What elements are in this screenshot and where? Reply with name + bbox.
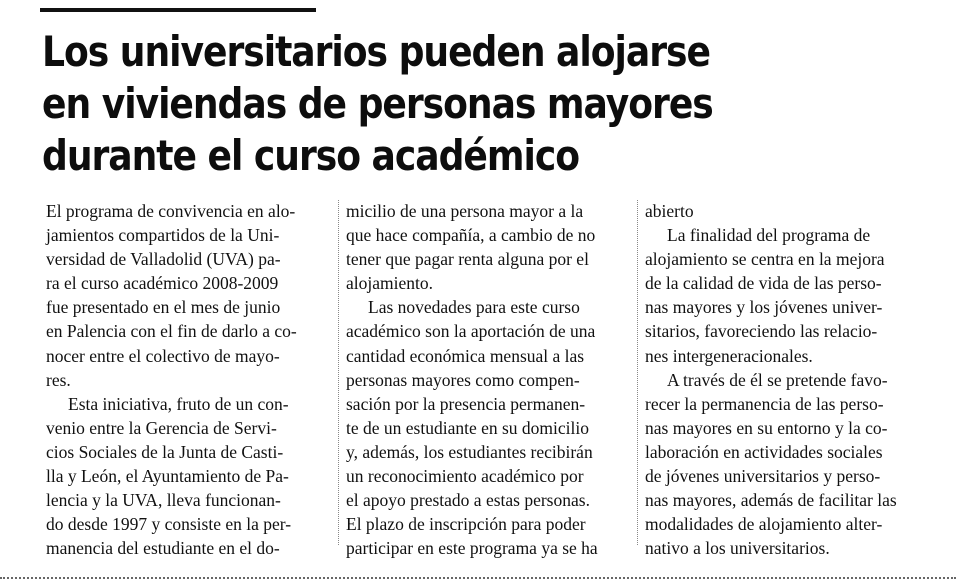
text-line: ra el curso académico 2008-2009 — [46, 273, 279, 294]
text-line: venio entre la Gerencia de Servi- — [46, 417, 277, 438]
text-line: de la calidad de vida de las perso- — [645, 273, 882, 294]
text-line: un reconocimiento académico por — [346, 466, 584, 487]
bottom-rule — [0, 577, 956, 579]
text-line: personas mayores como compen- — [346, 369, 580, 390]
text-line: de jóvenes universitarios y perso- — [645, 466, 881, 487]
text-line: nativo a los universitarios. — [645, 538, 830, 559]
paragraph — [346, 295, 628, 560]
text-line: res. — [46, 369, 71, 390]
text-line: El plazo de inscripción para poder — [346, 514, 586, 535]
text-line: te de un estudiante en su domicilio — [346, 417, 590, 438]
text-line: versidad de Valladolid (UVA) pa- — [46, 249, 281, 270]
headline-line: en viviendas de personas mayores — [42, 79, 713, 128]
text-line: nes intergeneracionales. — [645, 345, 813, 366]
text-line: y, además, los estudiantes recibirán — [346, 441, 593, 462]
text-line: sitarios, favoreciendo las relacio- — [645, 321, 878, 342]
column-divider — [637, 200, 638, 545]
headline-line: Los universitarios pueden alojarse — [42, 27, 710, 76]
text-line: cantidad económica mensual a las — [346, 345, 585, 366]
text-line: modalidades de alojamiento alter- — [645, 514, 883, 535]
text-line: nas mayores y los jóvenes univer- — [645, 297, 883, 318]
paragraph — [346, 199, 628, 295]
text-line: recer la permanencia de las perso- — [645, 393, 884, 414]
text-line: académico son la aportación de una — [346, 321, 596, 342]
article-column-3 — [645, 199, 925, 560]
text-line: fue presentado en el mes de junio — [46, 297, 281, 318]
text-line: nas mayores, además de facilitar las — [645, 490, 897, 511]
text-line: La finalidad del programa de — [667, 225, 871, 246]
text-line: participar en este programa ya se ha — [346, 538, 598, 559]
headline-line: durante el curso académico — [42, 131, 580, 180]
text-line: Esta iniciativa, fruto de un con- — [68, 393, 289, 414]
text-line: nas mayores en su entorno y la co- — [645, 417, 888, 438]
column-divider — [338, 200, 339, 545]
text-line: alojamiento. — [346, 273, 433, 294]
text-line: en Palencia con el fin de darlo a co- — [46, 321, 297, 342]
text-line: tener que pagar renta alguna por el — [346, 249, 589, 270]
article-column-1 — [46, 199, 332, 560]
paragraph — [645, 199, 925, 223]
text-line: cios Sociales de la Junta de Casti- — [46, 441, 284, 462]
text-line: sación por la presencia permanen- — [346, 393, 586, 414]
text-line: micilio de una persona mayor a la — [346, 201, 584, 221]
text-line: Las novedades para este curso — [368, 297, 580, 318]
text-line: alojamiento se centra en la mejora — [645, 249, 885, 270]
text-line: lla y León, el Ayuntamiento de Pa- — [46, 466, 289, 487]
text-line: que hace compañía, a cambio de no — [346, 225, 596, 246]
article-column-2 — [346, 199, 628, 560]
text-line: nocer entre el colectivo de mayo- — [46, 345, 280, 366]
paragraph — [46, 392, 332, 561]
text-line: jamientos compartidos de la Uni- — [46, 225, 280, 246]
paragraph — [645, 368, 925, 561]
paragraph — [645, 223, 925, 368]
paragraph — [46, 199, 332, 392]
text-line: manencia del estudiante en el do- — [46, 538, 280, 559]
text-line: lencia y la UVA, lleva funcionan- — [46, 490, 281, 511]
text-line: laboración en actividades sociales — [645, 441, 883, 462]
text-line: El programa de convivencia en alo- — [46, 201, 296, 221]
top-rule — [40, 8, 316, 12]
text-line: A través de él se pretende favo- — [667, 369, 888, 390]
text-line: do desde 1997 y consiste en la per- — [46, 514, 292, 535]
text-line: abierto — [645, 201, 694, 221]
text-line: el apoyo prestado a estas personas. — [346, 490, 590, 511]
article-headline — [42, 26, 816, 182]
